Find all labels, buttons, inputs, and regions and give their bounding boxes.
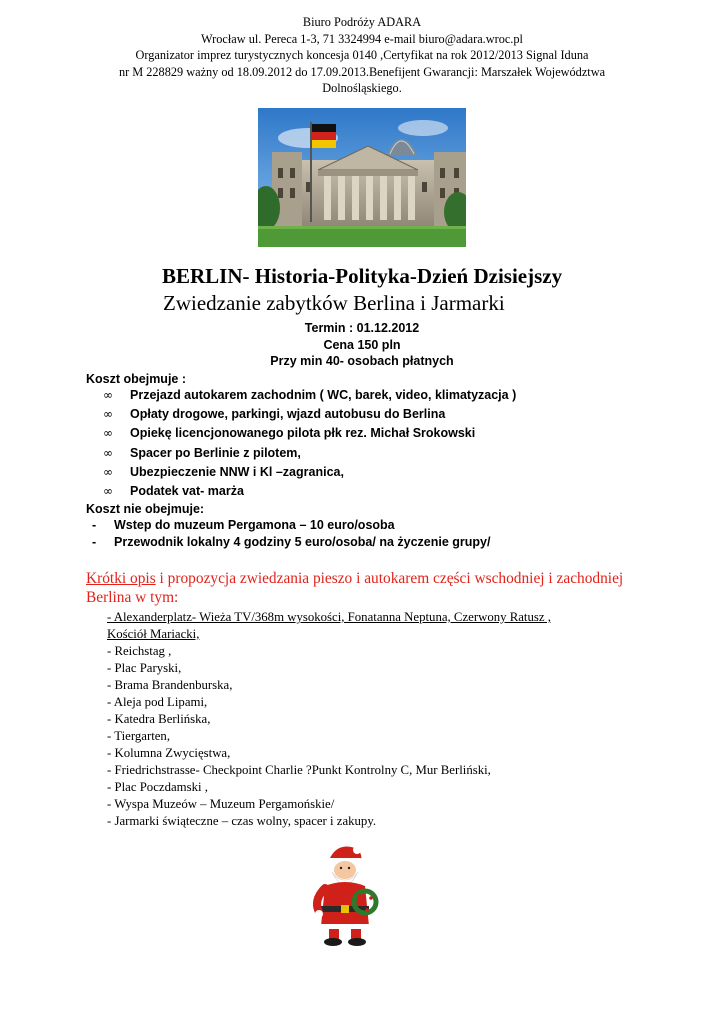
list-item: ∞ Ubezpieczenie NNW i Kl –zagranica,: [103, 463, 516, 482]
excluded-heading: Koszt nie obejmuje:: [86, 502, 205, 516]
list-item: ∞ Spacer po Berlinie z pilotem,: [103, 444, 516, 463]
trip-min-group: Przy min 40- osobach płatnych: [270, 354, 454, 368]
list-item: - Plac Poczdamski ,: [107, 780, 208, 794]
agency-header: [40, 14, 684, 97]
infinity-bullet-icon: ∞: [103, 445, 113, 460]
included-list: [103, 386, 516, 501]
trip-title: BERLIN- Historia-Polityka-Dzień Dzisiejszy: [162, 264, 563, 288]
places-list: [107, 609, 551, 830]
infinity-bullet-icon: ∞: [103, 483, 113, 498]
dash-bullet: -: [92, 535, 97, 549]
list-item: ∞ Opłaty drogowe, parkingi, wjazd autobusu do Berlina: [103, 405, 516, 424]
list-item: - Reichstag ,: [107, 644, 172, 658]
description-intro: [86, 569, 646, 607]
santa-claus-image: [307, 840, 383, 948]
list-item: - Kolumna Zwycięstwa,: [107, 746, 231, 760]
list-item: - Aleja pod Lipami,: [107, 695, 208, 709]
list-item: Kościół Mariacki,: [107, 627, 200, 641]
description-text: i propozycja zwiedzania pieszo i autokarem części wschodniej i zachodniej Berlina w tym:: [86, 570, 624, 606]
company-address: Wrocław ul. Pereca 1-3, 71 3324994 e-mail biuro@adara.wroc.pl: [201, 31, 523, 46]
list-item: - Wyspa Muzeów – Muzeum Pergamońskie/: [107, 797, 335, 811]
excluded-list: [92, 517, 490, 551]
list-item: ∞ Przejazd autokarem zachodnim ( WC, barek, video, klimatyzacja ): [103, 386, 516, 405]
list-item: ∞ Podatek vat- marża: [103, 482, 516, 501]
dash-bullet: -: [92, 518, 97, 532]
list-item: - Jarmarki świąteczne – czas wolny, spacer i zakupy.: [107, 814, 377, 828]
license-info: nr M 228829 ważny od 18.09.2012 do 17.09.2013.Benefijent Gwarancji: Marszałek Województwa: [118, 64, 606, 79]
trip-terms: [200, 320, 524, 370]
list-item: - Friedrichstrasse- Checkpoint Charlie ?Punkt Kontrolny C, Mur Berliński,: [107, 763, 491, 777]
license-info-cont: Dolnośląskiego.: [322, 81, 402, 95]
trip-subtitle: Zwiedzanie zabytków Berlina i Jarmarki: [163, 291, 505, 315]
list-item: - Alexanderplatz- Wieża TV/368m wysokości, Fonatanna Neptuna, Czerwony Ratusz ,: [107, 610, 551, 624]
trip-price: Cena 150 pln: [323, 337, 401, 352]
reichstag-photo: [258, 108, 466, 247]
infinity-bullet-icon: ∞: [103, 407, 113, 422]
list-item: - Tiergarten,: [107, 729, 171, 743]
list-item: ∞ Opiekę licencjonowanego pilota płk rez. Michał Srokowski: [103, 424, 516, 443]
company-name: Biuro Podróży ADARA: [302, 15, 422, 29]
list-item: - Wstep do muzeum Pergamona – 10 euro/osoba: [92, 518, 395, 532]
included-heading: Koszt obejmuje :: [86, 372, 187, 386]
list-item: - Przewodnik lokalny 4 godziny 5 euro/osoba/ na życzenie grupy/: [92, 535, 491, 549]
infinity-bullet-icon: ∞: [103, 426, 113, 441]
list-item: - Brama Brandenburska,: [107, 678, 233, 692]
trip-date: Termin : 01.12.2012: [304, 321, 420, 335]
list-item: - Katedra Berlińska,: [107, 712, 211, 726]
organizer-info: Organizator imprez turystycznych koncesja 0140 ,Certyfikat na rok 2012/2013 Signal Iduna: [135, 48, 589, 62]
infinity-bullet-icon: ∞: [103, 388, 113, 402]
infinity-bullet-icon: ∞: [103, 464, 113, 479]
description-lead: Krótki opis: [86, 570, 156, 587]
list-item: - Plac Paryski,: [107, 661, 182, 675]
